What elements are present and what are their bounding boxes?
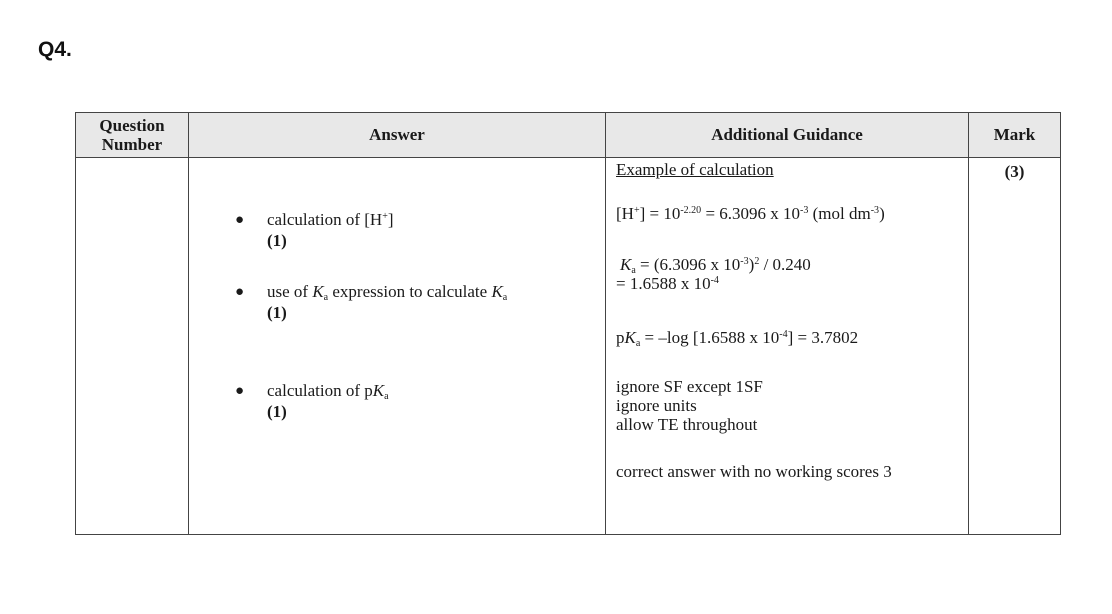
pka-line: $pK_a = -\log$ [1.6588 x $10^{-4}] = 3.7802$ xyxy=(616,328,859,349)
note-te: allow TE throughout xyxy=(616,415,758,434)
note-sig-figs: ignore SF except 1SF xyxy=(616,377,763,396)
example-heading: Example of calculation xyxy=(616,160,774,179)
ka-line-2: = 1.6588 x $10^{-4}$ xyxy=(616,274,719,293)
h-concentration-line: $[H^+] = 10^{-2.20} = 6.3096$ x $10^{-3}$ (mol $dm^{-3}$) xyxy=(616,204,885,223)
header-answer: Answer xyxy=(189,113,606,158)
total-mark: (3) xyxy=(1004,162,1025,181)
answer-point-3-mark: (1) xyxy=(267,402,287,421)
header-mark: Mark xyxy=(969,113,1061,158)
bullet-icon: ● xyxy=(235,383,245,399)
ka-line-1: $K_a = (6.3096$ x $10^{-3})^2 / 0.240$ xyxy=(620,255,811,276)
answer-point-3: calculation of $pK_a$ xyxy=(267,381,389,402)
body-row xyxy=(76,158,1061,535)
question-number-cell xyxy=(76,158,189,535)
header-guidance: Additional Guidance xyxy=(606,113,969,158)
answer-point-2: use of $K_a$ expression to calculate $K_a$ xyxy=(267,282,508,303)
answer-point-1-mark: (1) xyxy=(267,231,287,250)
mark-scheme-table xyxy=(75,112,1061,535)
bullet-icon: ● xyxy=(235,212,245,228)
answer-cell xyxy=(189,158,606,535)
mark-cell xyxy=(969,158,1061,535)
final-note: correct answer with no working scores 3 xyxy=(616,462,892,481)
bullet-icon: ● xyxy=(235,284,245,300)
question-label: Q4. xyxy=(38,38,72,61)
header-row xyxy=(76,113,1061,158)
answer-point-2-mark: (1) xyxy=(267,303,287,322)
guidance-cell xyxy=(606,158,969,535)
answer-point-1: calculation of [H+] xyxy=(267,210,394,229)
note-units: ignore units xyxy=(616,396,697,415)
header-question-number: Question Number xyxy=(76,113,189,158)
